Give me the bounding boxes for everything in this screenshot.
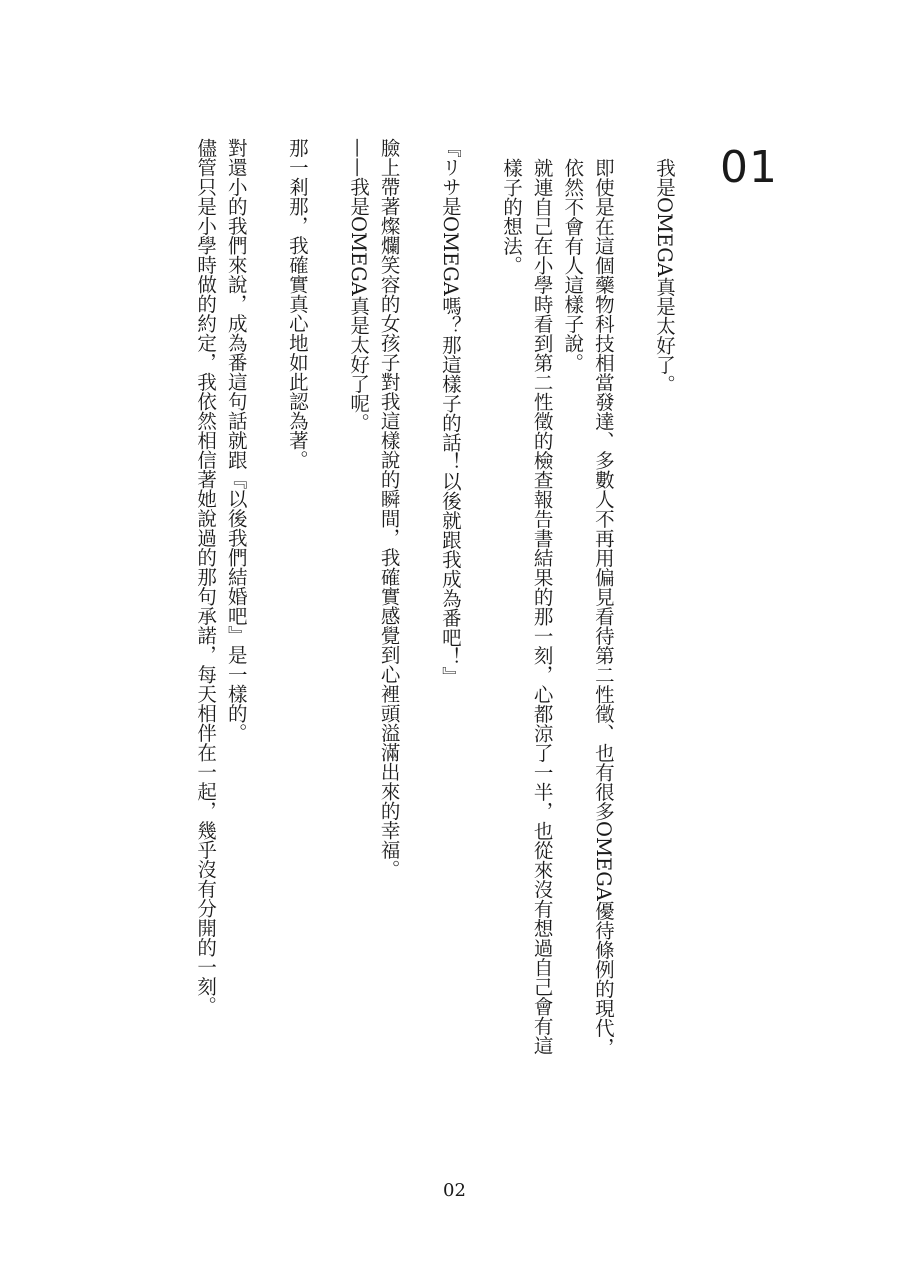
page-number: 02 [443,1180,466,1201]
body-text [190,138,680,1073]
dialogue-line: 『リサ是OMEGA嗎？那這樣子的話！以後就跟我成為番吧！』 [438,138,462,686]
paragraph: 對還小的我們來說，成為番這句話就跟『以後我們結婚吧』是一樣的。 [224,138,248,743]
blank-line [618,138,649,1073]
chapter-number: 01 [720,142,778,193]
blank-line [465,138,496,1073]
paragraph: 就連自己在小學時看到第二性徵的檢查報告書結果的那一刻，心都涼了一半，也從來沒有想過自己會有這樣子的想法。 [500,157,554,1055]
blank-line [312,138,343,1073]
paragraph: 我是OMEGA真是太好了。 [653,157,676,394]
paragraph: 即使是在這個藥物科技相當發達、多數人不再用偏見看待第二性徵、也有很多OMEGA優待條例的現代，依然不會有人這樣子說。 [561,157,615,1057]
paragraph: ——我是OMEGA真是太好了呢。 [347,138,371,433]
blank-line [251,138,282,1073]
blank-line [404,138,435,1073]
paragraph: 那一剎那，我確實真心地如此認為著。 [285,138,309,470]
paragraph: 儘管只是小學時做的約定，我依然相信著她說過的那句承諾，每天相伴在一起，幾乎沒有分開的一刻。 [194,138,218,1016]
paragraph: 臉上帶著燦爛笑容的女孩子對我這樣說的瞬間，我確實感覺到心裡頭溢滿出來的幸福。 [377,138,401,879]
